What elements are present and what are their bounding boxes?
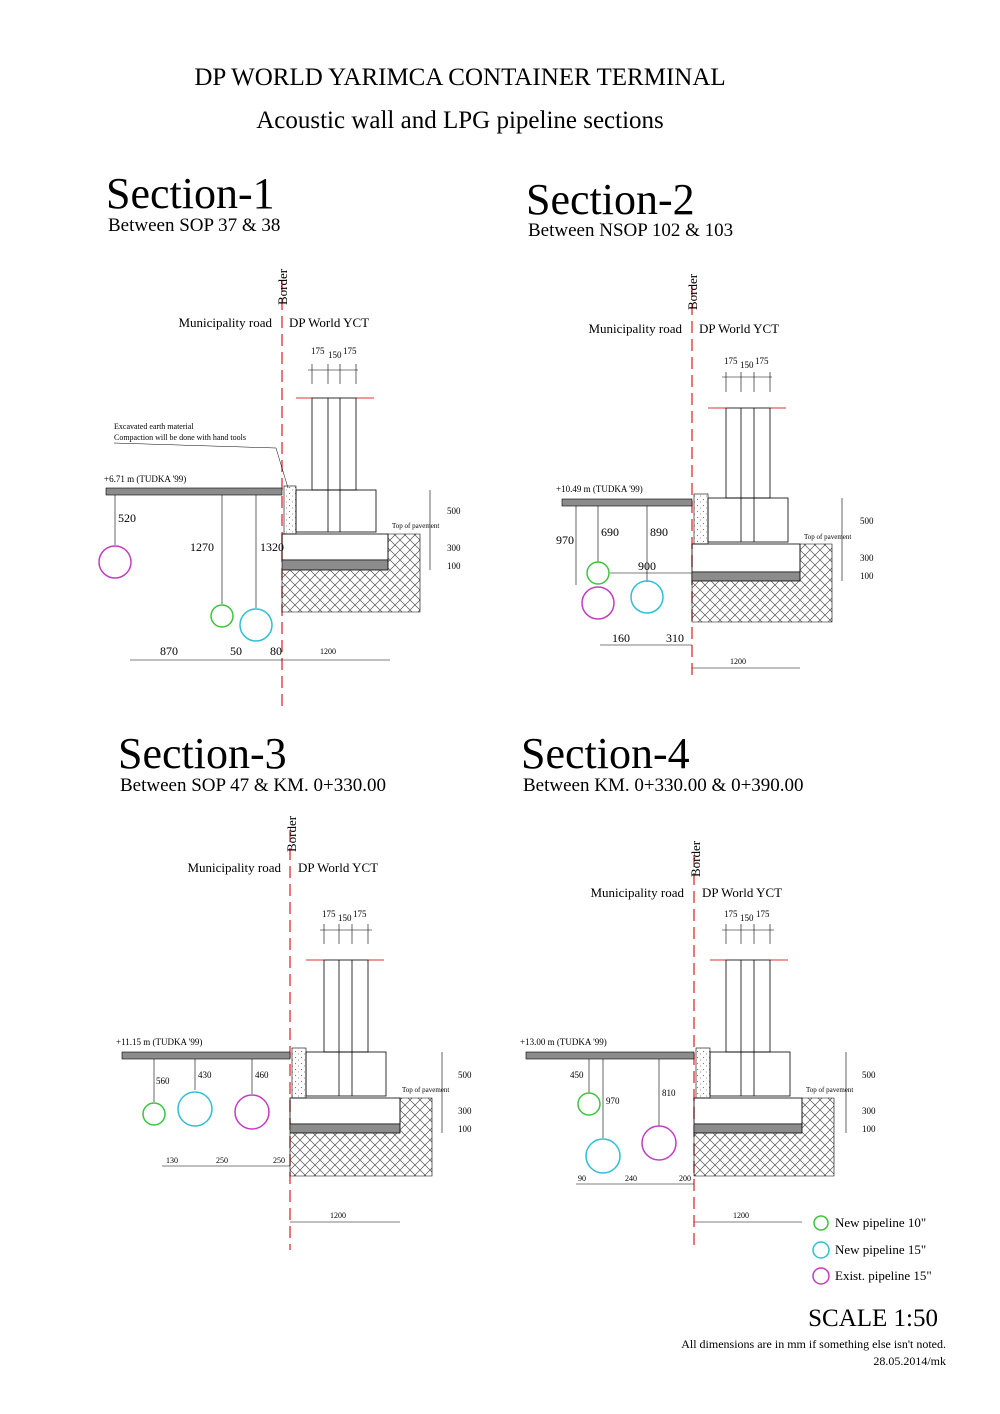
new-pipeline-10 <box>587 562 609 584</box>
exist-pipeline-15 <box>99 546 131 578</box>
dim-label: 460 <box>255 1070 269 1080</box>
top-of-pavement-label: Top of pavement <box>806 1086 854 1094</box>
section-2-drawing <box>556 273 874 680</box>
section-2-subtitle: Between NSOP 102 & 103 <box>528 220 734 241</box>
dim-500: 500 <box>860 516 874 526</box>
wall-dim-175a: 175 <box>322 909 336 919</box>
dim-label: 250 <box>216 1156 228 1165</box>
wall-dim-175a: 175 <box>311 346 325 356</box>
sheet-subtitle: Acoustic wall and LPG pipeline sections <box>256 107 664 134</box>
border-label: Border <box>685 273 700 310</box>
dp-world-label: DP World YCT <box>289 315 370 330</box>
dim-label: 250 <box>273 1156 285 1165</box>
wall-dim-175b: 175 <box>353 909 367 919</box>
municipality-road-label: Municipality road <box>178 315 272 330</box>
dim-500: 500 <box>458 1070 472 1080</box>
wall-dim-150: 150 <box>328 350 342 360</box>
legend-new-15-icon <box>813 1242 829 1258</box>
sheet-title: DP WORLD YARIMCA CONTAINER TERMINAL <box>194 64 726 91</box>
wall-dim-175a: 175 <box>724 356 738 366</box>
wall-dim-175b: 175 <box>755 356 769 366</box>
dim-100: 100 <box>458 1124 472 1134</box>
top-of-pavement-label: Top of pavement <box>392 522 440 530</box>
section-4-subtitle: Between KM. 0+330.00 & 0+390.00 <box>523 775 804 796</box>
wall-dim-150: 150 <box>740 913 754 923</box>
dim-label: 690 <box>601 525 619 539</box>
border-label: Border <box>275 268 290 305</box>
dim-label: 520 <box>118 511 136 525</box>
exist-pipeline-15 <box>642 1126 676 1160</box>
dp-world-label: DP World YCT <box>702 885 783 900</box>
dim-label: 970 <box>606 1096 620 1106</box>
border-label: Border <box>688 840 703 877</box>
new-pipeline-10 <box>211 605 233 627</box>
excavated-note-1: Excavated earth material <box>114 422 194 431</box>
exist-pipeline-15 <box>235 1095 269 1129</box>
dim-300: 300 <box>860 553 874 563</box>
dim-label: 450 <box>570 1070 584 1080</box>
dim-300: 300 <box>447 543 461 553</box>
section-2-elevation: +10.49 m (TUDKA '99) <box>556 484 643 494</box>
dim-label: 560 <box>156 1076 170 1086</box>
dim-label: 80 <box>270 644 282 658</box>
dim-label: 810 <box>662 1088 676 1098</box>
wall-dim-175b: 175 <box>343 346 357 356</box>
dim-label: 310 <box>666 631 684 645</box>
legend-exist-15: Exist. pipeline 15" <box>835 1268 932 1283</box>
municipality-road-label: Municipality road <box>187 860 281 875</box>
section-4-drawing <box>520 840 876 1250</box>
wall-dim-175a: 175 <box>724 909 738 919</box>
section-1-subtitle: Between SOP 37 & 38 <box>108 215 281 236</box>
excavated-note-2: Compaction will be done with hand tools <box>114 433 246 442</box>
new-pipeline-15 <box>240 609 272 641</box>
section-1-drawing <box>99 268 461 710</box>
section-3-title: Section-3 <box>118 729 287 778</box>
dim-100: 100 <box>447 561 461 571</box>
wall-dim-175b: 175 <box>756 909 770 919</box>
dim-label: 970 <box>556 533 574 547</box>
dp-world-label: DP World YCT <box>699 321 780 336</box>
dim-label: 890 <box>650 525 668 539</box>
dim-label: 50 <box>230 644 242 658</box>
dim-label: 900 <box>638 559 656 573</box>
dim-label: 1320 <box>260 540 284 554</box>
dim-1200: 1200 <box>330 1211 346 1220</box>
section-4-elevation: +13.00 m (TUDKA '99) <box>520 1037 607 1047</box>
legend-new-15: New pipeline 15" <box>835 1242 927 1257</box>
top-of-pavement-label: Top of pavement <box>804 533 852 541</box>
legend-exist-15-icon <box>813 1268 829 1284</box>
section-3-elevation: +11.15 m (TUDKA '99) <box>116 1037 203 1047</box>
scale-label: SCALE 1:50 <box>808 1305 938 1332</box>
dimension-note: All dimensions are in mm if something else isn't noted. <box>681 1337 946 1351</box>
section-1-elevation: +6.71 m (TUDKA '99) <box>104 474 187 484</box>
dim-300: 300 <box>862 1106 876 1116</box>
section-3-drawing <box>116 815 472 1250</box>
dim-label: 240 <box>625 1174 637 1183</box>
dim-label: 1270 <box>190 540 214 554</box>
new-pipeline-10 <box>578 1093 600 1115</box>
exist-pipeline-15 <box>582 587 614 619</box>
section-2-title: Section-2 <box>526 175 695 224</box>
new-pipeline-10 <box>143 1103 165 1125</box>
top-of-pavement-label: Top of pavement <box>402 1086 450 1094</box>
dim-1200: 1200 <box>730 657 746 666</box>
dim-label: 130 <box>166 1156 178 1165</box>
dim-500: 500 <box>447 506 461 516</box>
legend <box>813 1215 932 1284</box>
new-pipeline-15 <box>178 1092 212 1126</box>
dim-100: 100 <box>862 1124 876 1134</box>
dim-label: 160 <box>612 631 630 645</box>
dim-label: 430 <box>198 1070 212 1080</box>
date-stamp: 28.05.2014/mk <box>873 1354 946 1368</box>
section-1-title: Section-1 <box>106 169 275 218</box>
dim-1200: 1200 <box>733 1211 749 1220</box>
dim-500: 500 <box>862 1070 876 1080</box>
dim-label: 90 <box>578 1174 586 1183</box>
section-3-subtitle: Between SOP 47 & KM. 0+330.00 <box>120 775 386 796</box>
wall-dim-150: 150 <box>740 360 754 370</box>
dim-1200: 1200 <box>320 647 336 656</box>
legend-new-10-icon <box>814 1216 828 1230</box>
wall-dim-150: 150 <box>338 913 352 923</box>
dim-label: 870 <box>160 644 178 658</box>
dim-300: 300 <box>458 1106 472 1116</box>
dim-label: 200 <box>679 1174 691 1183</box>
dim-100: 100 <box>860 571 874 581</box>
municipality-road-label: Municipality road <box>588 321 682 336</box>
municipality-road-label: Municipality road <box>590 885 684 900</box>
new-pipeline-15 <box>586 1139 620 1173</box>
new-pipeline-15 <box>631 581 663 613</box>
legend-new-10: New pipeline 10" <box>835 1215 927 1230</box>
dp-world-label: DP World YCT <box>298 860 379 875</box>
section-4-title: Section-4 <box>521 729 690 778</box>
border-label: Border <box>284 815 299 852</box>
